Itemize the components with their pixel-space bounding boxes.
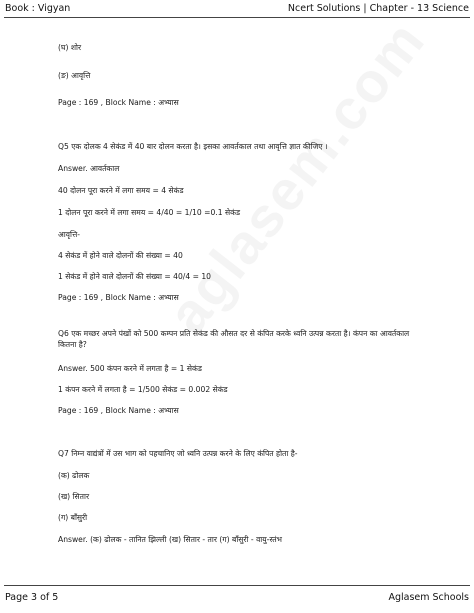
header-divider — [4, 17, 470, 18]
page-block-ref: Page : 169 , Block Name : अभ्यास — [58, 406, 179, 415]
question-5: Q5 एक दोलक 4 सेकंड में 40 बार दोलन करता है। इसका आवर्तकाल तथा आवृत्ति ज्ञात कीजिए । — [58, 142, 328, 151]
option-ng-avritti: (ङ) आवृत्ति — [58, 71, 91, 80]
answer-6-line-1: Answer. 500 कंपन करने में लगता है = 1 सेकंड — [58, 364, 202, 373]
page-block-ref: Page : 169 , Block Name : अभ्यास — [58, 293, 179, 302]
answer-5-line-5: 4 सेकंड में होने वाले दोलनों की संख्या = 40 — [58, 251, 183, 260]
answer-5-line-3: 1 दोलन पूरा करने में लगा समय = 4/40 = 1/10 =0.1 सेकंड — [58, 208, 241, 217]
answer-6-line-2: 1 कंपन करने में लगता है = 1/500 सेकंड = 0.002 सेकंड — [58, 385, 228, 394]
answer-5-line-1: Answer. आवर्तकाल — [58, 164, 120, 173]
question-7-option-ga: (ग) बाँसुरी — [58, 513, 88, 522]
answer-5-line-6: 1 सेकंड में होने वाले दोलनों की संख्या = 40/4 = 10 — [58, 272, 212, 281]
question-7: Q7 निम्न वाद्यंत्रों में उस भाग को पहचानिए जो ध्वनि उत्पन्न करने के लिए कंपित होता है- — [58, 449, 298, 458]
question-6: Q6 एक मच्छर अपने पंखों को 500 कम्पन प्रति सेकंड की औसत दर से कंपित करके ध्वनि उत्पन्न करता है। कंपन का आवर्तकाल कितना है? — [58, 329, 410, 349]
footer-page-number: Page 3 of 5 — [5, 592, 59, 603]
option-gh-shor: (घ) शोर — [58, 43, 82, 52]
answer-5-line-2: 40 दोलन पूरा करने में लगा समय = 4 सेकंड — [58, 186, 184, 195]
watermark — [154, 100, 365, 345]
footer-publisher: Aglasem Schools — [388, 592, 469, 603]
question-7-option-kha: (ख) सितार — [58, 492, 90, 501]
question-7-option-ka: (क) ढोलक — [58, 471, 90, 480]
answer-5-line-4: आवृत्ति- — [58, 230, 80, 239]
page-block-ref: Page : 169 , Block Name : अभ्यास — [58, 98, 179, 107]
answer-7: Answer. (क) ढोलक - तानित झिल्ली (ख) सितार - तार (ग) बाँसुरी - वायु-स्तंभ — [58, 535, 283, 544]
header-book-title: Book : Vigyan — [5, 3, 71, 14]
header-chapter-title: Ncert Solutions | Chapter - 13 Science — [287, 3, 469, 14]
footer-divider — [4, 585, 470, 586]
